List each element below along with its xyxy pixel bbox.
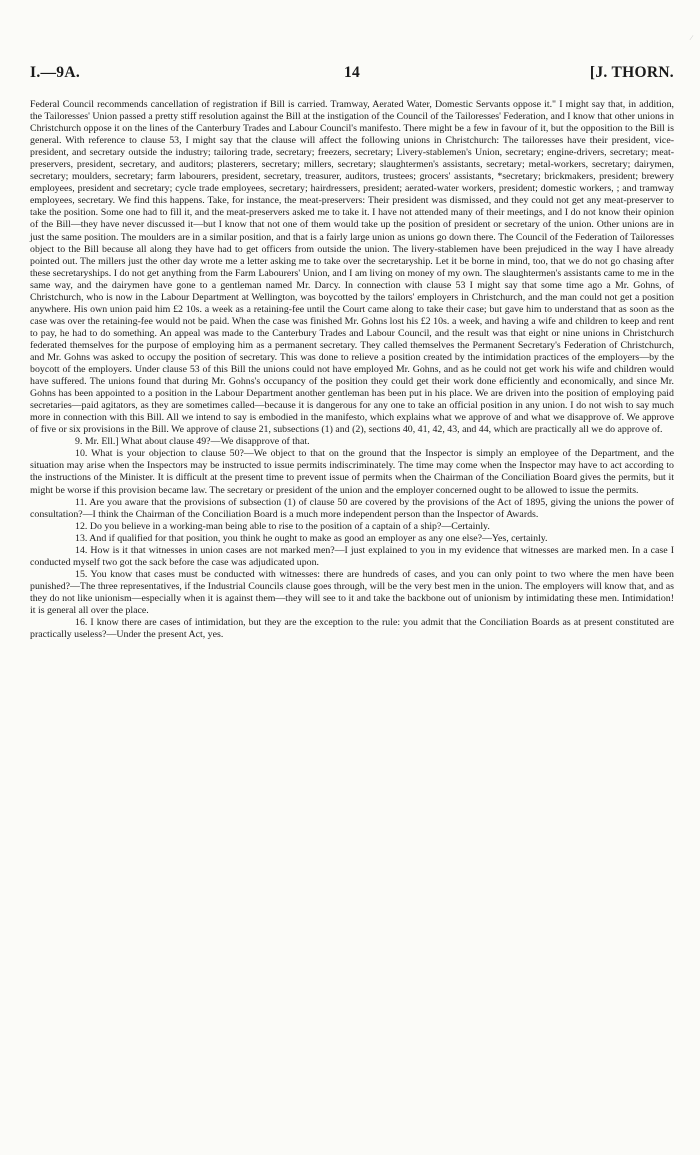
evidence-text: [30, 99, 674, 641]
page-number: 14: [343, 64, 361, 81]
question-12: 12. Do you believe in a working-man being able to rise to the position of a captain of a ship?—Certainly.: [75, 520, 490, 532]
question-13: 13. And if qualified for that position, you think he ought to make as good an employer as any one else?—Yes, certainly.: [75, 532, 548, 544]
question-9: 9. Mr. Ell.] What about clause 49?—We disapprove of that.: [75, 436, 310, 448]
question-11: 11. Are you aware that the provisions of subsection (1) of clause 50 are covered by the provisions of the Act of 1895, giving the unions the power of consultation?—I think the Chairman of the Conciliation Board is a much more independent person than the Inspector of Awards.: [30, 496, 674, 520]
page-header: [30, 64, 674, 86]
question-15: 15. You know that cases must be conducted with witnesses: there are hundreds of cases, and you can only point to two where the men have been punished?—The three representatives, if the Industrial Councils clause goes through, will be the very best men in the union. The employers will know that, and as they do not like unionism—especially when it is against them—they will see to it and take the backbone out of unionism by intimidating these men. Intimidation! it is general all over the place.: [30, 568, 674, 616]
paragraph-testimony: Federal Council recommends cancellation of registration if Bill is carried. Tramway, Aerated Water, Domestic Servants oppose it." I might say that, in addition, the Tailoresses' Union passed a pretty stiff resolution against the Bill at the instigation of the Council of the Tailoresses' Federation, and I know that other unions in Christchurch oppose it on the lines of the Canterbury Trades and Labour Council's manifesto. There might be a few in favour of it, but the opposition to the Bill is general. With reference to clause 53, I might say that the clause will affect the following unions in Christchurch: The tailoresses have their president, vice-president, and secretary outside the industry; tailoring trade, secretary; freezers, secretary; Livery-stablemen's Union, secretary; engine-drivers, secretary; meat-preservers, president, secretary, and auditors; plasterers, secretary; millers, secretary; slaughtermen's assistants, secretary; metal-workers, secretary; dairymen, secretary; moulders, secretary; farm labourers, president, secretary, treasurer, auditors, trustees; grocers' assistants, *secretary; brickmakers, president; brewery employees, president and secretary; cycle trade employees, secretary; hairdressers, president; aerated-water workers, president; domestic workers, ; and tramway employees, secretary. We find this happens. Take, for instance, the meat-preservers: Their president was dismissed, and they could not get any meat-preserver to take the position. Some one had to fill it, and the meat-preservers asked me to take it. I have not attended many of their meetings, and I do not know their opinion of the Bill—they have never discussed it—but I know that not one of them would take up the position of president or secretary of the union. Other unions are in just the same position. The moulders are in a similar position, and that is a fairly large union as unions go down there. The Council of the Federation of Tailoresses object to the Bill because all along they have had to get officers from outside the union. The livery-stablemen have been prejudiced in the way I have already pointed out. The millers just the other day wrote me a letter asking me to take over the secretaryship. Let it be borne in mind, too, that we do not go chasing after these secretaryships. I do not get anything from the Farm Labourers' Union, and I am living on money of my own. The slaughtermen's assistants came to me in the same way, and the dairymen have gone to a gentleman named Mr. Darcy. In connection with clause 53 I might say that some time ago a Mr. Gohns, of Christchurch, who is now in the Labour Department at Wellington, was boycotted by the tailors' employers in Christchurch, and the man could not get a position anywhere. His own union paid him £2 10s. a week as a retaining-fee until the Court came along to take their case; but gave him to understand that as soon as the case was over the retaining-fee would not be paid. When the case was finished Mr. Gohns lost his £2 10s. a week, and having a wife and children to keep and rent to pay, he had to do something. An appeal was made to the Canterbury Trades and Labour Council, and the result was that eight or nine unions in Christchurch federated themselves for the purpose of employing him as a permanent secretary. They called themselves the Permanent Secretary's Federation of Christchurch, and Mr. Gohns was asked to occupy the position of secretary. This was done to relieve a position created by the intimidation practices of the employers—by the boycott of the employers. Under clause 53 of this Bill the unions could not have employed Mr. Gohns, and as he could not get work his wife and children would have suffered. The unions found that during Mr. Gohns's occupancy of the position they could get their work done efficiently and economically, and since Mr. Gohns has been appointed to a position in the Labour Department another gentleman has been put in his place. We are driven into the position of employing paid secretaries—paid agitators, as they are sometimes called—because it is dangerous for any one to take an official position in any union. I do not wish to say much more in connection with this Bill. All we intend to say is embodied in the manifesto, which explains what we approve of and what we disapprove of. We approve of five or six provisions in the Bill. We approve of clause 21, subsections (1) and (2), sections 40, 41, 42, 43, and 44, which are practically all we do approve of.: [30, 99, 674, 436]
question-16: 16. I know there are cases of intimidation, but they are the exception to the rule: you admit that the Conciliation Boards as at present constituted are practically useless?—Under the present Act, yes.: [30, 617, 674, 641]
document-reference: I.—9A.: [30, 64, 81, 81]
question-14: 14. How is it that witnesses in union cases are not marked men?—I just explained to you in my evidence that witnesses are marked men. In a case I conducted myself two got the sack before the case was adjudicated upon.: [30, 544, 674, 568]
question-10: 10. What is your objection to clause 50?—We object to that on the ground that the Inspector is simply an employee of the Department, and the situation may arise when the Inspectors may be instructed to issue permits indiscriminately. The time may come when the Inspector may have to act according to the instructions of the Minister. It is difficult at the present time to prevent issue of permits when the Chairman of the Conciliation Board gives the permits, but it might be worse if this provision became law. The secretary or president of the union and the employer concerned ought to be allowed to issue the permits.: [30, 448, 674, 496]
witness-name: [J. THORN.: [589, 64, 674, 81]
margin-mark: ∕: [690, 34, 692, 42]
